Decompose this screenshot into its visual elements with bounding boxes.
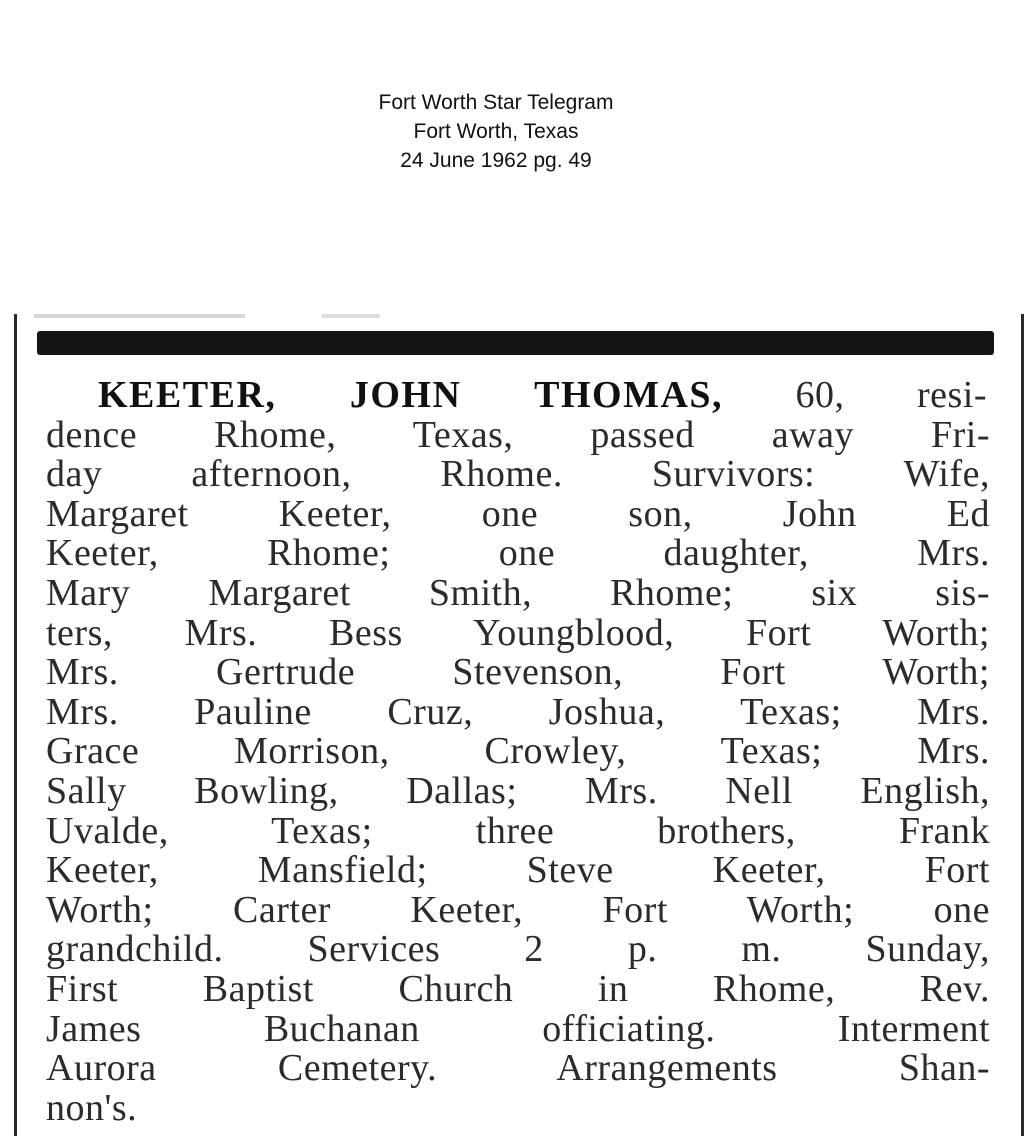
obituary-line: Mary Margaret Smith, Rhome; six sis- bbox=[46, 571, 990, 614]
deceased-name: KEETER, JOHN THOMAS, bbox=[98, 374, 724, 416]
obituary-line: Sally Bowling, Dallas; Mrs. Nell English, bbox=[46, 769, 990, 812]
obituary-line-1-rest: 60, resi- bbox=[795, 374, 987, 416]
obituary-line: Keeter, Rhome; one daughter, Mrs. bbox=[46, 532, 990, 575]
obituary-line: grandchild. Services 2 p. m. Sunday, bbox=[46, 928, 990, 971]
publication-location: Fort Worth, Texas bbox=[413, 120, 579, 143]
obituary-line: Aurora Cemetery. Arrangements Shan- bbox=[46, 1047, 990, 1090]
obituary-line: First Baptist Church in Rhome, Rev. bbox=[46, 967, 990, 1010]
clipping-top-residue bbox=[34, 314, 994, 318]
obituary-line: Mrs. Gertrude Stevenson, Fort Worth; bbox=[46, 651, 990, 694]
obituary-line: day afternoon, Rhome. Survivors: Wife, bbox=[46, 453, 990, 496]
obituary-line: Margaret Keeter, one son, John Ed bbox=[46, 492, 990, 535]
obituary-line: Keeter, Mansfield; Steve Keeter, Fort bbox=[46, 849, 990, 892]
source-caption bbox=[0, 88, 992, 175]
obituary-line: Worth; Carter Keeter, Fort Worth; one bbox=[46, 888, 990, 931]
publication-date-page: 24 June 1962 pg. 49 bbox=[400, 149, 592, 172]
clipping-left-edge bbox=[14, 314, 17, 1136]
obituary-line: dence Rhome, Texas, passed away Fri- bbox=[46, 413, 990, 456]
obituary-line: Uvalde, Texas; three brothers, Frank bbox=[46, 809, 990, 852]
obituary-line-last: non's. bbox=[46, 1086, 138, 1129]
obituary-text bbox=[46, 376, 990, 1128]
obituary-line: Grace Morrison, Crowley, Texas; Mrs. bbox=[46, 730, 990, 773]
newspaper-clipping bbox=[14, 314, 1026, 1136]
obituary-line-1 bbox=[46, 376, 990, 416]
obituary-line: James Buchanan officiating. Interment bbox=[46, 1007, 990, 1050]
obituary-line: Mrs. Pauline Cruz, Joshua, Texas; Mrs. bbox=[46, 690, 990, 733]
clipping-right-edge bbox=[1021, 314, 1024, 1136]
black-rule-divider bbox=[37, 331, 994, 355]
publication-name: Fort Worth Star Telegram bbox=[378, 91, 614, 114]
obituary-line: ters, Mrs. Bess Youngblood, Fort Worth; bbox=[46, 611, 990, 654]
